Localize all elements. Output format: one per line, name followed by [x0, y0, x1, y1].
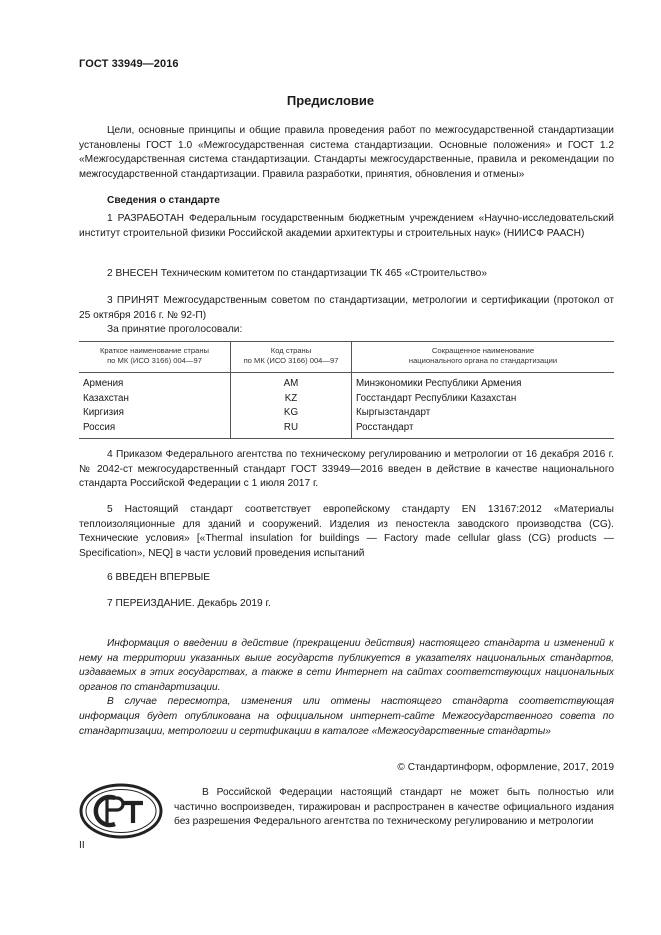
code-cell: KZ: [231, 392, 352, 407]
section-subtitle: Сведения о стандарте: [107, 195, 220, 206]
code-cell: AM: [231, 373, 352, 392]
item-1-text: 1 РАЗРАБОТАН Федеральным государственным бюджетным учреждением «Научно-исследовательский институт строительной физики Российской академии архитектуры и строительных наук» (НИИСФ РААСН): [79, 213, 614, 239]
item-6: [79, 571, 614, 586]
country-cell: Армения: [83, 378, 124, 389]
item-4-text: 4 Приказом Федерального агентства по техническому регулированию и метрологии от 16 декабря 2016 г. № 2042-ст межгосударственный стандарт ГОСТ 33949—2016 введен в действие в качестве национального стандарта Российской Федерации с 1 июля 2017 г.: [79, 449, 614, 490]
item-3: [79, 294, 614, 338]
rf-notice: [174, 786, 614, 830]
header-country-code: Код страны по МК (ИСО 3166) 004—97: [231, 342, 352, 373]
item-7-text: 7 ПЕРЕИЗДАНИЕ. Декабрь 2019 г.: [107, 598, 271, 609]
country-cell: Казахстан: [83, 392, 129, 404]
intro-paragraph: [79, 124, 614, 182]
table-header-row: [79, 342, 614, 373]
copyright-line: © Стандартинформ, оформление, 2017, 2019: [397, 762, 614, 773]
document-header: ГОСТ 33949—2016: [79, 58, 179, 70]
body-cell: Госстандарт Республики Казахстан: [352, 392, 615, 407]
table-row: [79, 406, 614, 421]
item-4: [79, 448, 614, 492]
header-country-name: Краткое наименование страны по МК (ИСО 3166) 004—97: [79, 342, 231, 373]
country-cell: Киргизия: [83, 407, 124, 418]
rf-notice-text: В Российской Федерации настоящий стандарт не может быть полностью или частично воспроизведен, тиражирован и распространен в качестве официального издания без разрешения Федерального агентства по техническому регулированию и метрологии: [174, 787, 614, 828]
item-3-text: 3 ПРИНЯТ Межгосударственным советом по стандартизации, метрологии и сертификации (протокол от 25 октября 2016 г. № 92-П): [79, 295, 614, 321]
item-7: [79, 597, 614, 612]
item-2-text: 2 ВНЕСЕН Техническим комитетом по стандартизации ТК 465 «Строительство»: [107, 268, 487, 279]
body-cell: Росстандарт: [352, 421, 615, 439]
item-2: [79, 267, 614, 282]
item-1: [79, 212, 614, 241]
info-paragraph-2: В случае пересмотра, изменения или отмены настоящего стандарта соответствующая информация будет опубликована на официальном интернет-сайте Межгосударственного совета по стандартизации, метрологии и сертификации в каталоге «Межгосударственные стандарты»: [79, 696, 614, 737]
item-5-text: 5 Настоящий стандарт соответствует европейскому стандарту EN 13167:2012 «Материалы теплоизоляционные для зданий и сооружений. Изделия из пеностекла заводского производства (CG). Технические условия» [«Thermal insulation for buildings — Factory made cellular glass (CG) products — Specification», NEQ] в части условий проведения испытаний: [79, 504, 614, 559]
item-5: [79, 503, 614, 561]
table-row: [79, 421, 614, 439]
country-cell: Россия: [79, 421, 231, 439]
table-row: [79, 373, 614, 392]
page-title: Предисловие: [286, 93, 375, 108]
info-block: [79, 637, 614, 739]
voted-label: За принятие проголосовали:: [107, 324, 243, 336]
header-standards-body: Сокращенное наименование национального органа по стандартизации: [352, 342, 615, 373]
code-cell: RU: [231, 421, 352, 439]
info-paragraph-1: Информация о введении в действие (прекращении действия) настоящего стандарта и изменений к нему на территории указанных выше государств публикуется в указателях национальных стандартов, издаваемых в этих государствах, а также в сети Интернет на сайтах соответствующих национальных органов по стандартизации.: [79, 638, 614, 693]
item-6-text: 6 ВВЕДЕН ВПЕРВЫЕ: [107, 572, 211, 583]
rst-logo-icon: [79, 783, 163, 839]
intro-text: Цели, основные принципы и общие правила проведения работ по межгосударственной стандартизации установлены ГОСТ 1.0 «Межгосударственная система стандартизации. Основные положения» и ГОСТ 1.2 «Межгосударственная система стандартизации. Стандарты межгосударственные, правила и рекомендации по межгосударственной стандартизации. Правила разработки, принятия, обновления и отмены»: [79, 125, 614, 180]
body-cell: Кыргызстандарт: [352, 406, 615, 421]
table-row: [79, 392, 614, 407]
body-cell: Минэкономики Республики Армения: [352, 373, 615, 392]
countries-table: [79, 341, 614, 439]
page-number: II: [79, 840, 85, 851]
code-cell: KG: [231, 406, 352, 421]
